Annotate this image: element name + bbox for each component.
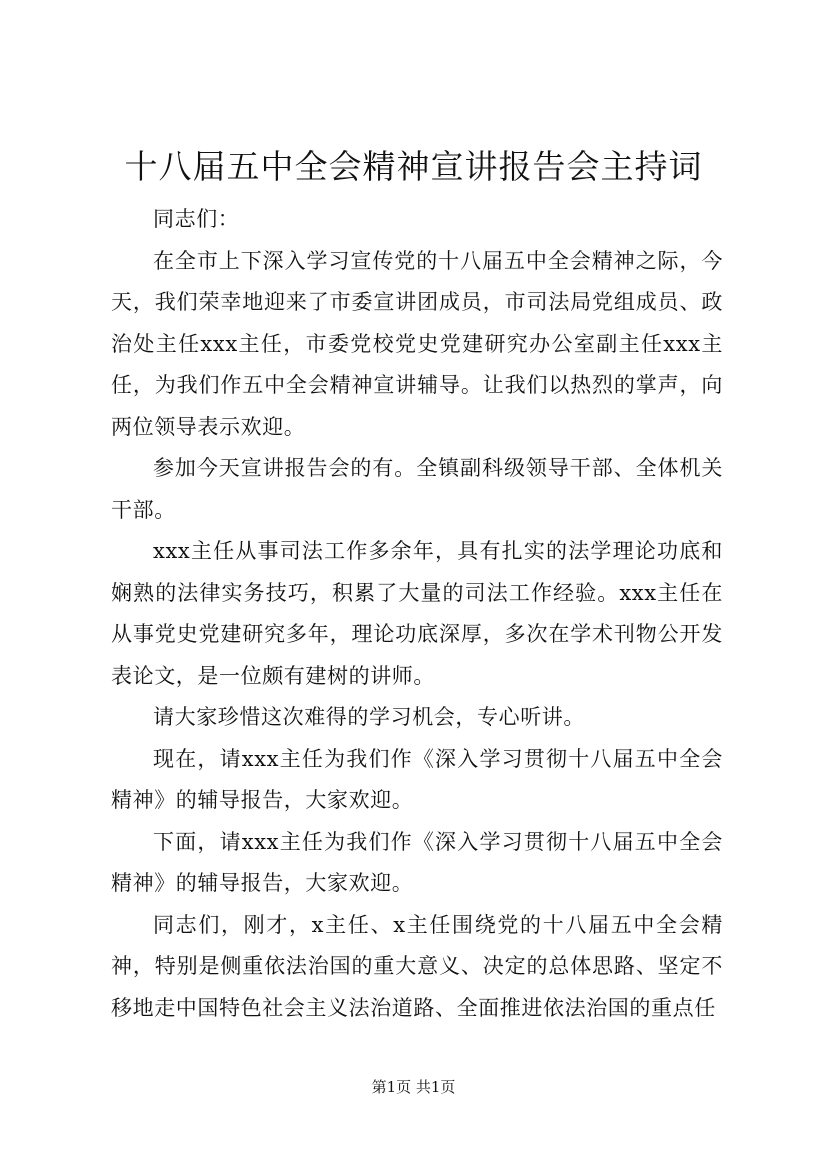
paragraph-request: 请大家珍惜这次难得的学习机会，专心听讲。: [153, 705, 585, 729]
paragraph-second-report: 下面，请xxx主任为我们作《深入学习贯彻十八届五中全会精神》的辅导报告，大家欢迎。: [111, 829, 723, 895]
document-title: 十八届五中全会精神宣讲报告会主持词: [124, 147, 703, 186]
paragraph-greeting: 同志们：: [153, 207, 240, 231]
paragraph-speaker-intro: xxx主任从事司法工作多余年，具有扎实的法学理论功底和娴熟的法律实务技巧，积累了大量的司法工作经验。xxx主任在从事党史党建研究多年，理论功底深厚，多次在学术刊物公开发表论文，是一位颇有建树的讲师。: [111, 539, 723, 688]
page-footer: 第1页 共1页: [371, 1078, 456, 1096]
paragraph-first-report: 现在，请xxx主任为我们作《深入学习贯彻十八届五中全会精神》的辅导报告，大家欢迎。: [111, 746, 723, 812]
paragraph-summary: 同志们，刚才，x主任、x主任围绕党的十八届五中全会精神，特别是侧重依法治国的重大意义、决定的总体思路、坚定不移地走中国特色社会主义法治道路、全面推进依法治国的重点任: [111, 912, 723, 1020]
paragraph-attendees: 参加今天宣讲报告会的有。全镇副科级领导干部、全体机关干部。: [111, 456, 723, 522]
paragraph-welcome: 在全市上下深入学习宣传党的十八届五中全会精神之际，今天，我们荣幸地迎来了市委宣讲团成员，市司法局党组成员、政治处主任xxx主任，市委党校党史党建研究办公室副主任xxx主任，为我们作五中全会精神宣讲辅导。让我们以热烈的掌声，向两位领导表示欢迎。: [111, 248, 723, 439]
document-body: [111, 199, 723, 1029]
